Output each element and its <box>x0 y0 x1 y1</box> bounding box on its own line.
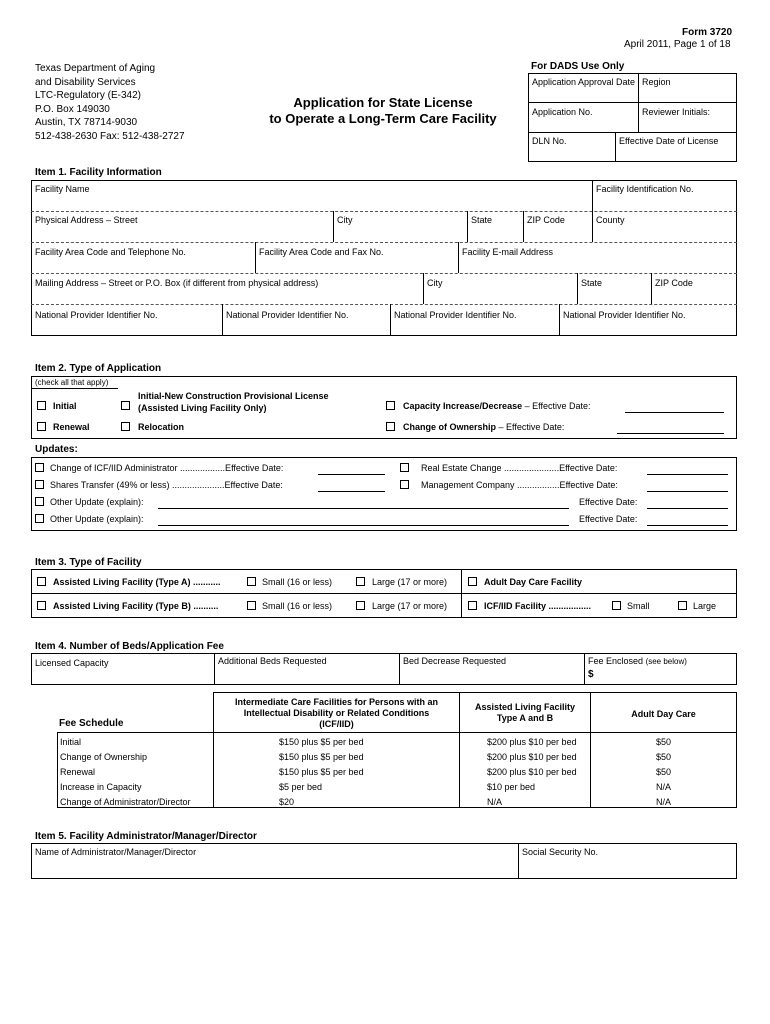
npi-field[interactable]: National Provider Identifier No. <box>394 310 517 320</box>
alf-b-label: Assisted Living Facility (Type B) .......... <box>53 601 219 611</box>
provisional-line: (Assisted Living Facility Only) <box>138 403 267 413</box>
admin-change-checkbox[interactable] <box>35 463 44 472</box>
item2-heading: Item 2. Type of Application <box>35 363 162 374</box>
fee-adc-cell: $50 <box>655 737 672 747</box>
provisional-line: Initial-New Construction Provisional License <box>138 391 329 401</box>
fee-alf-cell: N/A <box>487 797 503 807</box>
mailing-city-field[interactable]: City <box>427 278 443 288</box>
adult-day-checkbox[interactable] <box>468 577 477 586</box>
capacity-date-line[interactable] <box>625 412 724 413</box>
ownership-label <box>403 422 564 432</box>
fee-row-label: Increase in Capacity <box>60 782 142 792</box>
other-update-line[interactable] <box>158 508 569 509</box>
icf-label: ICF/IID Facility ................. <box>484 601 592 611</box>
relocation-checkbox[interactable] <box>121 422 130 431</box>
fee-enclosed-field[interactable] <box>588 656 687 666</box>
application-no-field[interactable]: Application No. <box>532 107 593 117</box>
capacity-checkbox[interactable] <box>386 401 395 410</box>
icf-checkbox[interactable] <box>468 601 477 610</box>
fee-icf-cell: $20 <box>279 797 295 807</box>
ownership-checkbox[interactable] <box>386 422 395 431</box>
ownership-date-line[interactable] <box>617 433 724 434</box>
admin-change-label: Change of ICF/IID Administrator ..................Effective Date: <box>50 463 284 473</box>
icf-header-line: (ICF/IID) <box>319 719 354 729</box>
fee-alf-cell: $200 plus $10 per bed <box>487 737 577 747</box>
alf-header-line: Assisted Living Facility <box>474 702 576 712</box>
form-number: Form 3720 <box>682 27 733 38</box>
fee-alf-cell: $10 per bed <box>487 782 536 792</box>
city-field[interactable]: City <box>337 215 353 225</box>
fee-schedule-heading: Fee Schedule <box>59 718 124 729</box>
mailing-state-field[interactable]: State <box>581 278 603 288</box>
adult-day-label: Adult Day Care Facility <box>484 577 583 587</box>
icf-header-line: Intellectual Disability or Related Conditions <box>243 708 430 718</box>
capacity-label-text: Capacity Increase/Decrease <box>403 401 523 411</box>
application-type-box <box>31 376 737 439</box>
alf-b-checkbox[interactable] <box>37 601 46 610</box>
agency-line: Austin, TX 78714-9030 <box>35 117 138 129</box>
reviewer-initials-field[interactable]: Reviewer Initials: <box>642 107 711 117</box>
phone-field[interactable]: Facility Area Code and Telephone No. <box>35 247 186 257</box>
fee-alf-cell: $200 plus $10 per bed <box>487 767 577 777</box>
fax-field[interactable]: Facility Area Code and Fax No. <box>259 247 384 257</box>
other-update-line[interactable] <box>158 525 569 526</box>
real-estate-date-line[interactable] <box>647 474 728 475</box>
alf-a-checkbox[interactable] <box>37 577 46 586</box>
physical-address-field[interactable]: Physical Address – Street <box>35 215 138 225</box>
alf-a-small-label: Small (16 or less) <box>262 577 333 587</box>
other-eff-label: Effective Date: <box>579 514 638 524</box>
agency-line: and Disability Services <box>35 76 136 88</box>
licensed-capacity-field[interactable]: Licensed Capacity <box>35 658 109 668</box>
provisional-label <box>138 390 329 414</box>
real-estate-label: Real Estate Change ......................Effective Date: <box>421 463 618 473</box>
real-estate-checkbox[interactable] <box>400 463 409 472</box>
form-date: April 2011, Page 1 of 18 <box>624 39 731 50</box>
shares-date-line[interactable] <box>318 491 385 492</box>
alf-b-small-checkbox[interactable] <box>247 601 256 610</box>
fee-icf-cell: $150 plus $5 per bed <box>279 767 364 777</box>
region-field[interactable]: Region <box>642 77 671 87</box>
alf-a-label: Assisted Living Facility (Type A) ........... <box>53 577 221 587</box>
fee-alf-values <box>487 735 577 810</box>
other-update-checkbox[interactable] <box>35 514 44 523</box>
other-update-label: Other Update (explain): <box>50 497 144 507</box>
renewal-label: Renewal <box>53 422 90 432</box>
capacity-suffix: – Effective Date: <box>522 401 591 411</box>
alf-a-small-checkbox[interactable] <box>247 577 256 586</box>
effective-date-license-field[interactable]: Effective Date of License <box>619 136 719 146</box>
relocation-label: Relocation <box>138 422 185 432</box>
agency-line: 512-438-2630 Fax: 512-438-2727 <box>35 130 185 142</box>
adc-column-header: Adult Day Care <box>631 709 696 719</box>
item1-heading: Item 1. Facility Information <box>35 167 162 178</box>
other-eff-label: Effective Date: <box>579 497 638 507</box>
npi-field[interactable]: National Provider Identifier No. <box>226 310 349 320</box>
email-field[interactable]: Facility E-mail Address <box>462 247 554 257</box>
alf-a-large-label: Large (17 or more) <box>372 577 448 587</box>
alf-b-small-label: Small (16 or less) <box>262 601 333 611</box>
agency-address <box>35 62 185 144</box>
ownership-label-text: Change of Ownership <box>403 422 497 432</box>
shares-checkbox[interactable] <box>35 480 44 489</box>
icf-header-line: Intermediate Care Facilities for Persons with an <box>234 697 439 707</box>
fee-adc-cell: N/A <box>655 797 671 807</box>
other-update-label: Other Update (explain): <box>50 514 144 524</box>
alf-b-large-checkbox[interactable] <box>356 601 365 610</box>
fee-icf-cell: $150 plus $5 per bed <box>279 752 364 762</box>
icf-small-label: Small <box>627 601 650 611</box>
provisional-checkbox[interactable] <box>121 401 130 410</box>
fee-adc-cell: $50 <box>655 767 672 777</box>
fee-adc-cell: $50 <box>655 752 672 762</box>
alf-header-line: Type A and B <box>496 713 554 723</box>
icf-large-label: Large <box>693 601 717 611</box>
fee-note: (see below) <box>645 657 687 666</box>
fee-row-label: Renewal <box>60 767 96 777</box>
approval-date-field[interactable]: Application Approval Date <box>532 77 636 87</box>
admin-date-line[interactable] <box>318 474 385 475</box>
fee-icf-cell: $5 per bed <box>279 782 323 792</box>
dads-heading: For DADS Use Only <box>531 61 625 72</box>
agency-line: P.O. Box 149030 <box>35 103 110 115</box>
ownership-suffix: – Effective Date: <box>496 422 565 432</box>
fee-row-label: Initial <box>60 737 82 747</box>
agency-line: Texas Department of Aging <box>35 63 156 74</box>
facility-id-field[interactable]: Facility Identification No. <box>596 184 694 194</box>
npi-field[interactable]: National Provider Identifier No. <box>563 310 686 320</box>
page-title <box>242 95 524 127</box>
fee-enclosed-label: Fee Enclosed <box>588 656 644 666</box>
item5-heading: Item 5. Facility Administrator/Manager/Director <box>35 831 257 842</box>
fee-adc-cell: N/A <box>655 782 671 792</box>
initial-label: Initial <box>53 401 77 411</box>
npi-field[interactable]: National Provider Identifier No. <box>35 310 158 320</box>
check-note: (check all that apply) <box>35 378 109 387</box>
shares-label: Shares Transfer (49% or less) .....................Effective Date: <box>50 480 283 490</box>
initial-checkbox[interactable] <box>37 401 46 410</box>
zip-field[interactable]: ZIP Code <box>527 215 565 225</box>
mgmt-date-line[interactable] <box>647 491 728 492</box>
mailing-address-field[interactable]: Mailing Address – Street or P.O. Box (if different from physical address) <box>35 278 319 288</box>
agency-line: LTC-Regulatory (E-342) <box>35 90 141 102</box>
facility-name-field[interactable]: Facility Name <box>35 184 90 194</box>
state-field[interactable]: State <box>471 215 493 225</box>
fee-row-labels <box>60 735 191 810</box>
other-date-line[interactable] <box>647 508 728 509</box>
item3-heading: Item 3. Type of Facility <box>35 557 142 568</box>
alf-b-large-label: Large (17 or more) <box>372 601 448 611</box>
fee-row-label: Change of Administrator/Director <box>60 797 191 807</box>
mgmt-company-label: Management Company .................Effective Date: <box>421 480 618 490</box>
title-line: Application for State License <box>293 95 473 110</box>
item4-heading: Item 4. Number of Beds/Application Fee <box>35 641 224 652</box>
capacity-label <box>403 401 590 411</box>
bed-decrease-field[interactable]: Bed Decrease Requested <box>403 656 507 666</box>
additional-beds-field[interactable]: Additional Beds Requested <box>218 656 327 666</box>
dln-no-field[interactable]: DLN No. <box>532 136 567 146</box>
county-field[interactable]: County <box>596 215 625 225</box>
icf-column-header <box>214 697 459 730</box>
fee-icf-values <box>279 735 364 810</box>
other-update-checkbox[interactable] <box>35 497 44 506</box>
alf-column-header <box>460 702 590 724</box>
title-line: to Operate a Long-Term Care Facility <box>269 111 497 126</box>
updates-heading: Updates: <box>35 444 78 455</box>
mgmt-company-checkbox[interactable] <box>400 480 409 489</box>
fee-alf-cell: $200 plus $10 per bed <box>487 752 577 762</box>
ssn-field[interactable]: Social Security No. <box>522 847 599 857</box>
mailing-zip-field[interactable]: ZIP Code <box>655 278 693 288</box>
administrator-name-field[interactable]: Name of Administrator/Manager/Director <box>35 847 197 857</box>
icf-large-checkbox[interactable] <box>678 601 687 610</box>
alf-a-large-checkbox[interactable] <box>356 577 365 586</box>
fee-icf-cell: $150 plus $5 per bed <box>279 737 364 747</box>
fee-row-label: Change of Ownership <box>60 752 148 762</box>
icf-small-checkbox[interactable] <box>612 601 621 610</box>
renewal-checkbox[interactable] <box>37 422 46 431</box>
dollar-sign: $ <box>588 669 594 680</box>
fee-adc-values <box>591 735 736 810</box>
other-date-line[interactable] <box>647 525 728 526</box>
